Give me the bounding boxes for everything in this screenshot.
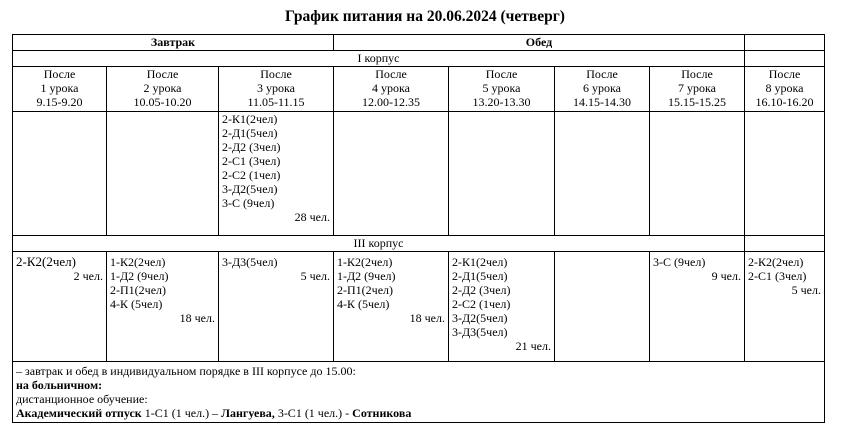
building-3-extra <box>745 236 825 252</box>
group-total: 21 чел. <box>515 339 551 353</box>
group-entry: 2-П1(2чел) <box>110 283 167 297</box>
building-3-cell-6 <box>555 252 650 362</box>
building-3-cell-2 <box>107 252 219 362</box>
slot-after: После <box>586 67 618 81</box>
building-1-cell-4 <box>334 112 449 236</box>
group-entry: 2-С2 (1чел) <box>452 297 511 311</box>
slot-lesson: 2 урока <box>143 81 182 95</box>
slot-after: После <box>375 67 407 81</box>
slot-time: 10.05-10.20 <box>133 95 192 109</box>
building-1-cell-2 <box>107 112 219 236</box>
slot-after: После <box>146 67 179 81</box>
slot-header-1 <box>13 67 107 112</box>
group-total: 5 чел. <box>791 283 821 297</box>
footer-academic-leave: Академический отпуск 1-С1 (1 чел.) – Лангуева, 3-С1 (1 чел.) - Сотникова <box>16 406 412 420</box>
group-entry: 4-К (5чел) <box>110 297 163 311</box>
group-total: 18 чел. <box>409 311 445 325</box>
building-1-row <box>13 112 825 236</box>
building-3-cell-8 <box>745 252 825 362</box>
building-3-row <box>13 252 825 362</box>
building-3-cell-1 <box>13 252 107 362</box>
group-total: 2 чел. <box>73 269 103 283</box>
group-entry: 3-Д2(5чел) <box>222 182 278 196</box>
group-entry: 2-К1(2чел) <box>452 255 508 269</box>
slot-header-7 <box>650 67 745 112</box>
slot-time: 15.15-15.25 <box>668 95 726 109</box>
building-1-cell-5 <box>449 112 555 236</box>
group-entry: 4-К (5чел) <box>337 297 390 311</box>
slot-time: 14.15-14.30 <box>573 95 631 109</box>
slot-header-3 <box>219 67 334 112</box>
building-3-cell-3 <box>219 252 334 362</box>
group-entry: 2-К2(2чел) <box>16 254 76 269</box>
footer-sick: на больничном: <box>16 378 103 392</box>
slot-lesson: 1 урока <box>40 81 79 95</box>
slot-header-5 <box>449 67 555 112</box>
group-entry: 2-С1 (3чел) <box>222 154 281 168</box>
slot-time: 12.00-12.35 <box>362 95 420 109</box>
slot-after: После <box>485 67 518 81</box>
slot-header-8 <box>745 67 825 112</box>
group-entry: 3-Д2(5чел) <box>452 311 508 325</box>
group-entry: 2-С1 (3чел) <box>748 269 807 283</box>
building-3-label: III корпус <box>13 236 745 252</box>
slot-after: После <box>43 67 76 81</box>
building-1-label: I корпус <box>13 51 745 67</box>
group-entry: 2-Д2 (3чел) <box>222 140 281 154</box>
building-1-cell-1 <box>13 112 107 236</box>
slot-after: После <box>681 67 713 81</box>
breakfast-header: Завтрак <box>13 35 334 51</box>
page-title: График питания на 20.06.2024 (четверг) <box>285 8 565 25</box>
slot-time: 11.05-11.15 <box>247 95 305 109</box>
group-entry: 3-Д3(5чел) <box>222 255 278 269</box>
slot-after: После <box>260 67 292 81</box>
group-entry: 2-Д1(5чел) <box>452 269 508 283</box>
group-entry: 2-К2(2чел) <box>748 255 804 269</box>
slot-lesson: 5 урока <box>482 81 521 95</box>
building-1-cell-7 <box>650 112 745 236</box>
extra-header <box>745 35 825 51</box>
building-3-cell-5 <box>449 252 555 362</box>
footer-notes <box>13 362 825 423</box>
group-entry: 2-Д1(5чел) <box>222 126 278 140</box>
group-total: 5 чел. <box>300 269 330 283</box>
footer-individual: – завтрак и обед в индивидуальном порядке в III корпусе до 15.00: <box>16 364 356 378</box>
group-total: 18 чел. <box>179 311 215 325</box>
group-total: 28 чел. <box>294 210 330 224</box>
building-1-cell-6 <box>555 112 650 236</box>
group-entry: 3-Д3(5чел) <box>452 325 508 339</box>
building-3-cell-7 <box>650 252 745 362</box>
slot-lesson: 6 урока <box>583 81 621 95</box>
group-entry: 3-С (9чел) <box>222 196 275 210</box>
slots-row <box>13 67 825 112</box>
group-entry: 1-Д2 (9чел) <box>110 269 169 283</box>
slot-time: 16.10-16.20 <box>755 95 814 109</box>
group-entry: 1-Д2 (9чел) <box>337 269 396 283</box>
lunch-header: Обед <box>334 35 745 51</box>
group-entry: 1-К2(2чел) <box>110 255 166 269</box>
group-entry: 3-С (9чел) <box>653 255 706 269</box>
slot-lesson: 3 урока <box>257 81 295 95</box>
schedule-table <box>12 34 825 423</box>
building-1-cell-8 <box>745 112 825 236</box>
footer-distance: дистанционное обучение: <box>16 392 148 406</box>
slot-after: После <box>768 67 801 81</box>
slot-time: 9.15-9.20 <box>36 95 83 109</box>
slot-header-2 <box>107 67 219 112</box>
group-entry: 2-С2 (1чел) <box>222 168 281 182</box>
slot-header-4 <box>334 67 449 112</box>
group-total: 9 чел. <box>711 269 741 283</box>
building-1-extra <box>745 51 825 67</box>
group-entry: 2-К1(2чел) <box>222 112 278 126</box>
slot-lesson: 8 урока <box>765 81 804 95</box>
group-entry: 2-П1(2чел) <box>337 283 394 297</box>
slot-lesson: 4 урока <box>372 81 410 95</box>
slot-header-6 <box>555 67 650 112</box>
slot-time: 13.20-13.30 <box>472 95 531 109</box>
group-entry: 2-Д2 (3чел) <box>452 283 511 297</box>
building-3-cell-4 <box>334 252 449 362</box>
group-entry: 1-К2(2чел) <box>337 255 393 269</box>
building-1-cell-3 <box>219 112 334 236</box>
slot-lesson: 7 урока <box>678 81 716 95</box>
